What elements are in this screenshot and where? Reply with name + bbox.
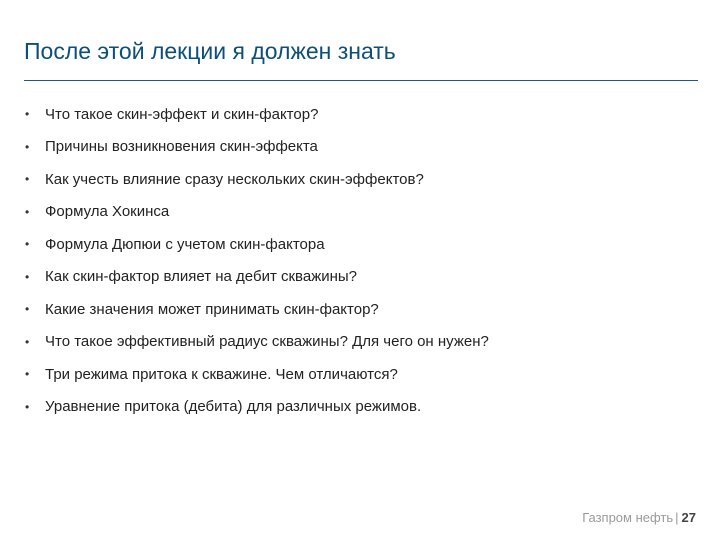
list-item (25, 131, 489, 164)
slide-title: После этой лекции я должен знать (24, 38, 396, 64)
bullet-icon: • (25, 399, 30, 414)
list-item (25, 98, 489, 131)
page-number: 27 (681, 510, 696, 525)
list-item (25, 163, 489, 196)
footer-separator: | (675, 510, 679, 525)
bullet-icon: • (25, 204, 30, 219)
slide-footer (582, 510, 696, 525)
list-item-text: Что такое эффективный радиус скважины? Для чего он нужен? (45, 333, 489, 351)
list-item-text: Как скин-фактор влияет на дебит скважины? (45, 268, 358, 286)
list-item (25, 358, 489, 391)
list-item (25, 228, 489, 261)
footer-company: Газпром нефть (582, 510, 674, 525)
list-item-text: Формула Хокинса (45, 203, 170, 221)
list-item (25, 293, 489, 326)
bullet-icon: • (25, 107, 30, 122)
bullet-icon: • (25, 334, 30, 349)
list-item (25, 196, 489, 229)
list-item (25, 261, 489, 294)
list-item-text: Как учесть влияние сразу нескольких скин-эффектов? (45, 170, 424, 188)
list-item-text: Что такое скин-эффект и скин-фактор? (45, 105, 319, 123)
list-item-text: Причины возникновения скин-эффекта (45, 138, 318, 156)
list-item-text: Три режима притока к скважине. Чем отличаются? (45, 365, 398, 383)
list-item (25, 326, 489, 359)
bullet-list (25, 98, 489, 423)
bullet-icon: • (25, 237, 30, 252)
bullet-icon: • (25, 269, 30, 284)
bullet-icon: • (25, 172, 30, 187)
list-item-text: Какие значения может принимать скин-фактор? (45, 300, 379, 318)
bullet-icon: • (25, 302, 30, 317)
title-divider (24, 80, 698, 81)
list-item-text: Уравнение притока (дебита) для различных режимов. (45, 398, 422, 416)
bullet-icon: • (25, 139, 30, 154)
list-item-text: Формула Дюпюи с учетом скин-фактора (45, 235, 325, 253)
list-item (25, 391, 489, 424)
bullet-icon: • (25, 367, 30, 382)
